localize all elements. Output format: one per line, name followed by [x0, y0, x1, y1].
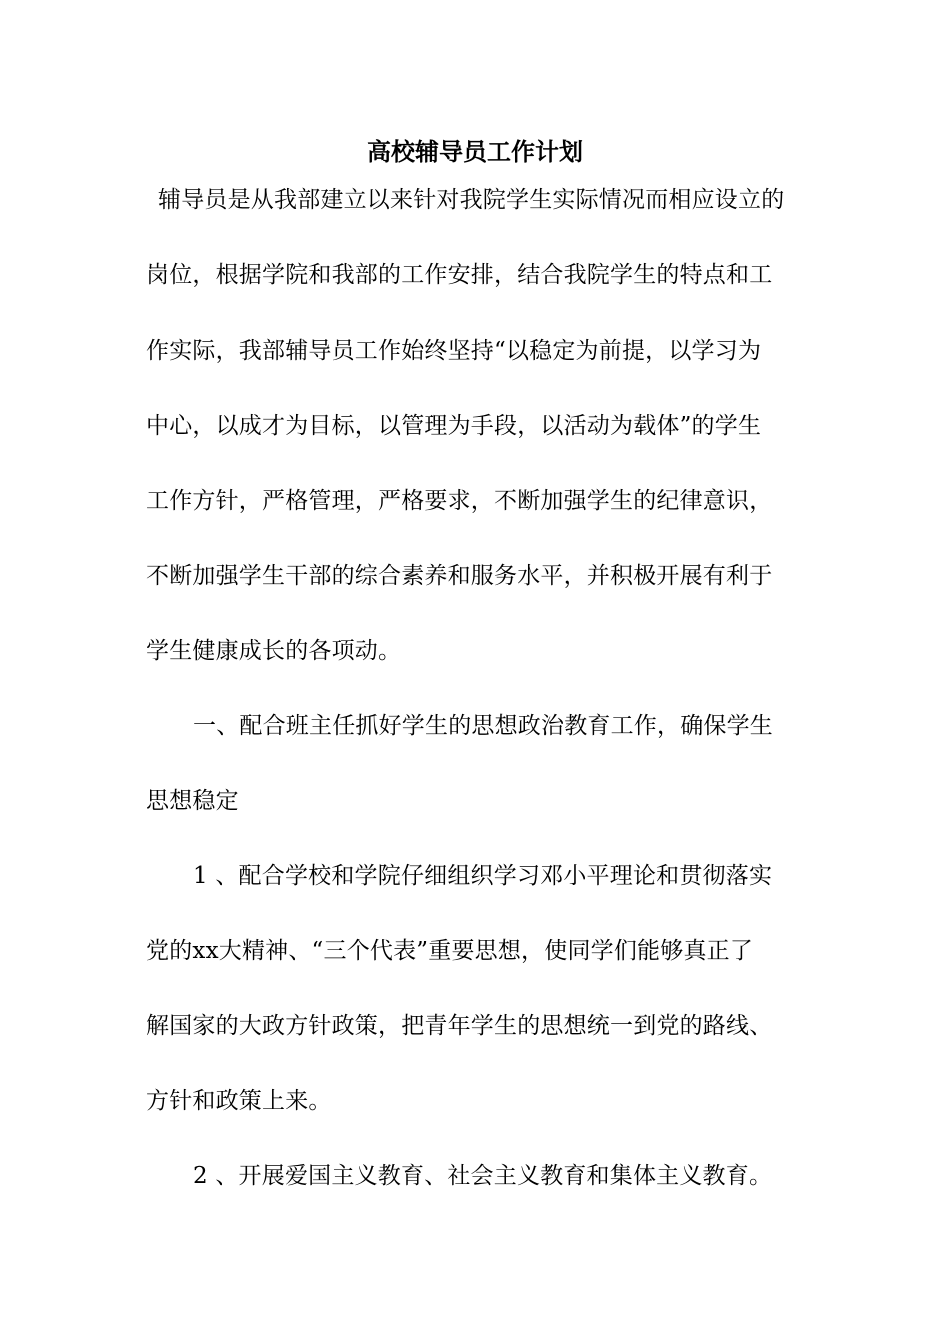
paragraph-line: 解国家的大政方针政策，把青年学生的思想统一到党的路线、 [146, 1013, 773, 1039]
section-heading-line: 一、配合班主任抓好学生的思想政治教育工作，确保学生 [193, 713, 773, 739]
paragraph-line: 工作方针，严格管理，严格要求，不断加强学生的纪律意识， [146, 488, 773, 514]
paragraph-line: 方针和政策上来。 [146, 1088, 332, 1114]
document-title: 高校辅导员工作计划 [367, 137, 583, 166]
paragraph-line: 学生健康成长的各项动。 [146, 638, 402, 664]
paragraph-line: 辅导员是从我部建立以来针对我院学生实际情况而相应设立的 [158, 187, 785, 213]
section-heading-line: 思想稳定 [146, 788, 239, 814]
paragraph-line: 党的xx大精神、“三个代表”重要思想，使同学们能够真正了 [146, 938, 754, 964]
paragraph-line: 中心，以成才为目标，以管理为手段，以活动为载体”的学生 [146, 413, 762, 439]
paragraph-line: 2 、开展爱国主义教育、社会主义教育和集体主义教育。 [193, 1163, 773, 1189]
paragraph-line: 1 、配合学校和学院仔细组织学习邓小平理论和贯彻落实 [193, 863, 773, 889]
paragraph-line: 作实际，我部辅导员工作始终坚持“以稳定为前提，以学习为 [146, 338, 762, 364]
paragraph-line: 不断加强学生干部的综合素养和服务水平，并积极开展有利于 [146, 563, 773, 589]
paragraph-line: 岗位，根据学院和我部的工作安排，结合我院学生的特点和工 [146, 262, 773, 288]
